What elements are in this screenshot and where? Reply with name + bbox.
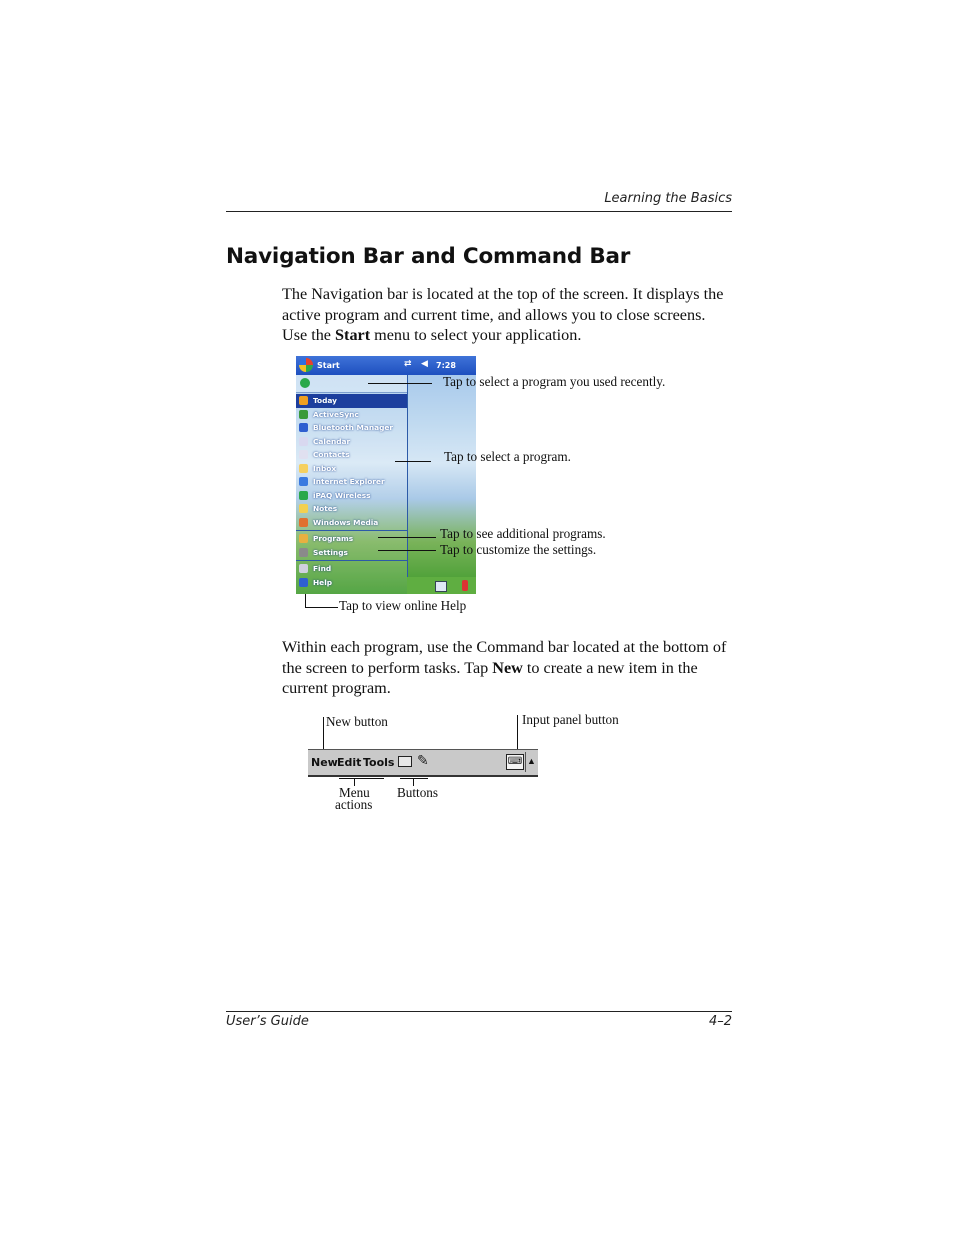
menu-item-programs[interactable]	[296, 532, 407, 546]
menu-item-windows-media[interactable]	[296, 516, 407, 530]
command-bar-paragraph	[282, 637, 734, 699]
internet-explorer-icon	[299, 477, 308, 486]
callout-line-menu	[339, 778, 384, 779]
menu-item-label: Find	[313, 564, 332, 573]
battery-icon[interactable]	[462, 580, 468, 591]
command-bar	[308, 749, 538, 777]
page-header-title: Learning the Basics	[604, 191, 732, 206]
callout-vline-help	[305, 594, 306, 608]
bluetooth-icon	[299, 423, 308, 432]
menu-item-calendar[interactable]	[296, 435, 407, 449]
menu-item-label: Settings	[313, 547, 348, 557]
intro-paragraph	[282, 284, 734, 346]
callout-line-help	[305, 607, 338, 608]
callout-help: Tap to view online Help	[339, 598, 467, 613]
callout-line-additional	[378, 537, 436, 538]
recorder-icon[interactable]	[398, 756, 412, 767]
notes-icon	[299, 504, 308, 513]
callout-input-panel: Input panel button	[522, 712, 619, 727]
menu-item-activesync[interactable]	[296, 408, 407, 422]
callout-program: Tap to select a program.	[444, 449, 571, 464]
menu-item-label: Bluetooth Manager	[313, 423, 394, 432]
menu-item-notes[interactable]	[296, 502, 407, 516]
para1-text-a: The Navigation bar is located at the top of the screen. It displays the active program and current time, and allows you to close screens. Use the	[282, 285, 724, 344]
page-number: 4–2	[708, 1014, 732, 1029]
menu-separator	[296, 530, 407, 531]
callout-line-buttons	[400, 778, 428, 779]
para2-bold: New	[492, 658, 523, 677]
para2-text-a: Within each program, use the Command bar located at the bottom of the screen to perform tasks. Tap	[282, 638, 727, 677]
callout-additional: Tap to see additional programs.	[440, 526, 606, 541]
input-panel-arrow-icon[interactable]: ▲	[525, 752, 537, 772]
programs-icon	[299, 534, 308, 543]
menu-item-label: Inbox	[313, 463, 337, 473]
navigation-bar	[296, 356, 476, 375]
menu-item-label: ActiveSync	[313, 409, 359, 419]
connectivity-icon[interactable]: ⇄	[404, 359, 412, 369]
menu-separator	[296, 560, 407, 561]
callout-new-button: New button	[326, 714, 388, 729]
network-icon[interactable]	[435, 581, 447, 592]
footer-rule	[226, 1011, 732, 1012]
menu-item-find[interactable]	[296, 562, 407, 576]
calendar-icon	[299, 437, 308, 446]
callout-actions: actions	[335, 797, 373, 812]
edit-menu[interactable]: Edit	[337, 756, 362, 769]
menu-item-label: Notes	[313, 504, 338, 513]
menu-item-label: iPAQ Wireless	[313, 490, 371, 500]
callout-menu: Menu	[339, 785, 370, 800]
menu-item-label: Today	[313, 396, 338, 405]
keyboard-icon[interactable]: ⌨	[506, 754, 524, 770]
menu-item-label: Contacts	[313, 450, 350, 459]
footer-left: User’s Guide	[226, 1014, 309, 1029]
menu-item-inbox[interactable]	[296, 462, 407, 476]
pen-icon[interactable]: ✎	[417, 754, 429, 769]
menu-item-settings[interactable]	[296, 546, 407, 560]
today-icon	[299, 396, 308, 405]
today-taskbar	[407, 577, 476, 594]
menu-item-bluetooth-manager[interactable]	[296, 421, 407, 435]
ipaq-wireless-icon	[299, 491, 308, 500]
start-menu-screenshot	[296, 356, 476, 594]
callout-vline-input	[517, 715, 518, 749]
menu-item-contacts[interactable]	[296, 448, 407, 462]
callout-line-customize	[378, 550, 436, 551]
recent-program-icon[interactable]	[300, 378, 310, 388]
header-rule	[226, 211, 732, 212]
menu-item-label: Help	[313, 577, 333, 587]
callout-vline-new	[323, 717, 324, 749]
volume-icon[interactable]: ◀	[421, 359, 428, 369]
windows-flag-icon[interactable]	[299, 358, 313, 372]
start-menu	[296, 375, 408, 594]
para1-bold: Start	[335, 326, 371, 344]
callout-line-program	[395, 461, 431, 462]
contacts-icon	[299, 450, 308, 459]
find-icon	[299, 564, 308, 573]
menu-item-label: Calendar	[313, 436, 351, 446]
clock[interactable]: 7:28	[436, 361, 456, 370]
section-heading: Navigation Bar and Command Bar	[226, 244, 631, 269]
activesync-icon	[299, 410, 308, 419]
start-label[interactable]: Start	[317, 361, 340, 370]
tools-menu[interactable]: Tools	[363, 756, 395, 769]
menu-item-internet-explorer[interactable]	[296, 475, 407, 489]
inbox-icon	[299, 464, 308, 473]
para1-text-b: menu to select your application.	[370, 326, 582, 344]
recent-programs-row[interactable]	[296, 375, 407, 393]
callout-line-recent	[368, 383, 432, 384]
new-menu-button[interactable]: New	[311, 756, 338, 769]
menu-item-ipaq-wireless[interactable]	[296, 489, 407, 503]
menu-item-help[interactable]	[296, 576, 407, 590]
windows-media-icon	[299, 518, 308, 527]
menu-item-label: Windows Media	[313, 517, 379, 527]
menu-item-label: Internet Explorer	[313, 477, 385, 486]
callout-customize: Tap to customize the settings.	[440, 542, 597, 557]
menu-item-today[interactable]	[296, 394, 407, 408]
menu-item-label: Programs	[313, 534, 354, 543]
callout-recent: Tap to select a program you used recently.	[443, 374, 666, 389]
callout-buttons: Buttons	[397, 785, 439, 800]
settings-icon	[299, 548, 308, 557]
para2-text-b: to create a new item in the current program.	[282, 658, 698, 697]
help-icon	[299, 578, 308, 587]
